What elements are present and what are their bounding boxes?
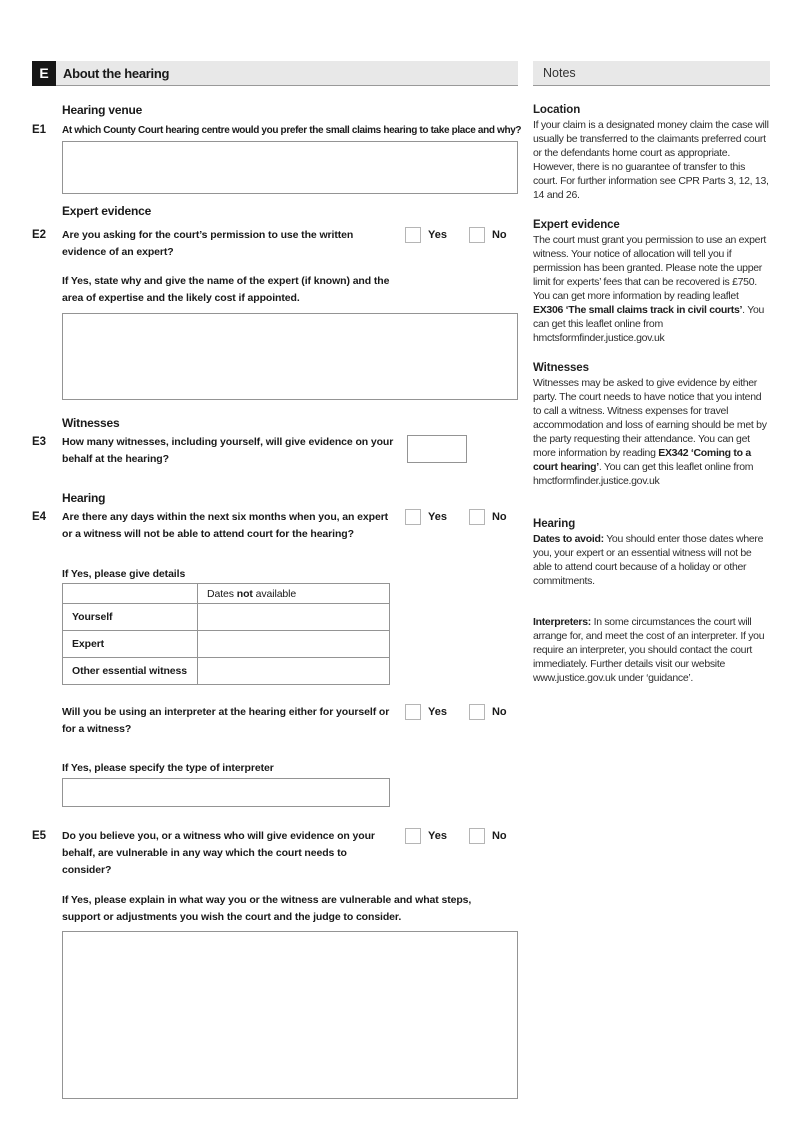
- e1-answer-field[interactable]: [62, 141, 518, 194]
- e3-heading: Witnesses: [62, 416, 120, 430]
- e2-yes-no-group: [405, 227, 507, 243]
- e2-question: Are you asking for the court’s permission to use the written evidence of an expert?: [62, 229, 354, 258]
- e5-yes-option: [405, 828, 447, 844]
- e2-yes-option: [405, 227, 447, 243]
- dates-not-available-table: [62, 583, 390, 685]
- interpreter-no-label: No: [491, 706, 507, 718]
- e3-number: E3: [32, 436, 47, 448]
- interpreter-yes-checkbox[interactable]: [405, 704, 421, 720]
- dates-other-witness-field[interactable]: [198, 658, 390, 685]
- form-content: [32, 103, 522, 1099]
- e4-yes-label: Yes: [428, 511, 447, 523]
- e2-if-yes-instruction: If Yes, state why and give the name of the expert (if known) and the area of expertise and the likely cost if appointed.: [62, 275, 390, 304]
- interpreter-question: Will you be using an interpreter at the hearing either for yourself or for a witness?: [62, 706, 390, 735]
- e1-question: At which County Court hearing centre would you prefer the small claims hearing to take place and why?: [62, 125, 522, 136]
- e5-question: Do you believe you, or a witness who will give evidence on your behalf, are vulnerable in any way which the court needs to consider?: [62, 830, 375, 876]
- e2-no-option: [469, 227, 507, 243]
- e3-question: How many witnesses, including yourself, will give evidence on your behalf at the hearing?: [62, 436, 394, 465]
- note-witnesses-heading: Witnesses: [533, 362, 589, 374]
- section-title: About the hearing: [63, 65, 170, 81]
- e2-number: E2: [32, 229, 47, 241]
- e2-yes-checkbox[interactable]: [405, 227, 421, 243]
- interpreter-type-field[interactable]: [62, 778, 390, 807]
- main-column: [32, 61, 522, 1099]
- e2-answer-field[interactable]: [62, 313, 518, 400]
- e1-number: E1: [32, 124, 47, 136]
- e5-yes-no-group: [405, 828, 507, 844]
- notes-column: [533, 61, 770, 685]
- dates-row-label-yourself: Yourself: [63, 604, 198, 631]
- e1-heading: Hearing venue: [62, 103, 143, 117]
- e4-no-option: [469, 509, 507, 525]
- e5-no-checkbox[interactable]: [469, 828, 485, 844]
- e2-heading: Expert evidence: [62, 204, 152, 218]
- e4-yes-checkbox[interactable]: [405, 509, 421, 525]
- section-header-bar: [32, 61, 518, 86]
- interpreter-yes-option: [405, 704, 447, 720]
- dates-table-header-cell: Dates not available: [198, 584, 390, 604]
- interpreter-if-yes-instruction: If Yes, please specify the type of interpreter: [62, 762, 274, 774]
- table-row: [63, 658, 390, 685]
- note-expert-heading: Expert evidence: [533, 219, 620, 231]
- note-expert-text: The court must grant you permission to use an expert witness. Your notice of allocation will tell you if permission has been granted. Please note the upper limit for experts’ fees that can be recovered is £750. You can get more information by reading leaflet EX306 ‘The small claims track in civil courts’. You can get this leaflet online from hmctsformfinder.justice.gov.uk: [533, 234, 767, 344]
- table-row: [63, 604, 390, 631]
- e5-yes-checkbox[interactable]: [405, 828, 421, 844]
- interpreter-question-row: [62, 704, 518, 738]
- section-letter-badge: E: [32, 61, 56, 86]
- e1-question-row: [32, 122, 522, 139]
- notes-title: Notes: [543, 66, 576, 80]
- interpreter-yes-label: Yes: [428, 706, 447, 718]
- dates-table-corner-cell: [63, 584, 198, 604]
- dates-expert-field[interactable]: [198, 631, 390, 658]
- interpreter-no-option: [469, 704, 507, 720]
- e5-if-yes-instruction: If Yes, please explain in what way you or the witness are vulnerable and what steps, support or adjustments you wish the court and the judge to consider.: [62, 894, 472, 923]
- e4-yes-no-group: [405, 509, 507, 525]
- dates-yourself-field[interactable]: [198, 604, 390, 631]
- note-location-heading: Location: [533, 104, 581, 116]
- note-hearing-heading: Hearing: [533, 518, 576, 530]
- e4-no-checkbox[interactable]: [469, 509, 485, 525]
- table-row: [63, 631, 390, 658]
- e4-number: E4: [32, 511, 47, 523]
- e5-answer-field[interactable]: [62, 931, 518, 1099]
- e4-question-row: [32, 509, 518, 543]
- e4-heading: Hearing: [62, 491, 106, 505]
- note-interpreters-text: Interpreters: In some circumstances the court will arrange for, and meet the cost of an interpreter. If you require an interpreter, you should contact the court immediately. Further details visit our website www.justice.gov.uk under ‘guidance’.: [533, 616, 765, 684]
- e4-if-yes-instruction: If Yes, please give details: [62, 568, 186, 580]
- e5-question-row: [32, 828, 518, 879]
- dates-row-label-expert: Expert: [63, 631, 198, 658]
- e5-no-label: No: [491, 830, 507, 842]
- e3-question-row: [32, 434, 518, 468]
- dates-row-label-other-witness: Other essential witness: [63, 658, 198, 685]
- e5-no-option: [469, 828, 507, 844]
- e3-witness-count-field[interactable]: [407, 435, 467, 463]
- interpreter-yes-no-group: [405, 704, 507, 720]
- e4-no-label: No: [491, 511, 507, 523]
- interpreter-no-checkbox[interactable]: [469, 704, 485, 720]
- e4-question: Are there any days within the next six months when you, an expert or a witness will not be able to attend court for the hearing?: [62, 511, 389, 540]
- e5-number: E5: [32, 830, 47, 842]
- note-witnesses-text: Witnesses may be asked to give evidence by either party. The court needs to have notice that you intend to call a witness. Witness expenses for travel accommodation and loss of earning should be met by the party requesting their attendance. You can get more information by reading EX342 ‘Coming to a court hearing’. You can get this leaflet online from hmctformfinder.justice.gov.uk: [533, 377, 767, 487]
- e2-no-checkbox[interactable]: [469, 227, 485, 243]
- e2-question-row: [32, 227, 518, 261]
- e4-yes-option: [405, 509, 447, 525]
- e2-no-label: No: [491, 229, 507, 241]
- e2-yes-label: Yes: [428, 229, 447, 241]
- note-dates-to-avoid-text: Dates to avoid: You should enter those dates where you, your expert or an essential witness will not be able to attend court because of a holiday or other commitments.: [533, 533, 764, 587]
- e5-yes-label: Yes: [428, 830, 447, 842]
- note-location-text: If your claim is a designated money claim the case will usually be transferred to the claimants preferred court or the defendants home court as appropriate. However, there is no guarantee of transfer to this court. For further information see CPR Parts 3, 12, 13, 14 and 26.: [533, 119, 769, 201]
- notes-header-bar: [533, 61, 770, 86]
